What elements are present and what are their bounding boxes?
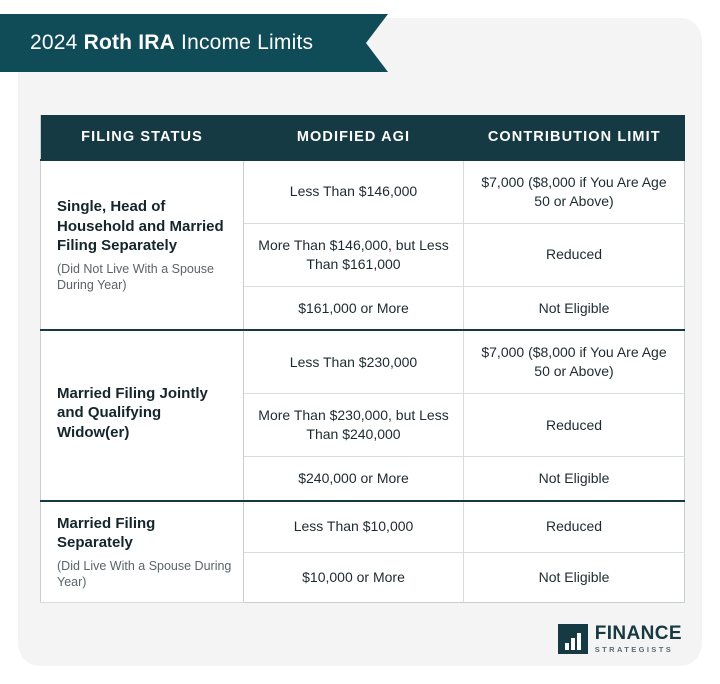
table-header-row (41, 115, 685, 160)
page-title (0, 31, 313, 55)
agi-cell: Less Than $146,000 (244, 160, 464, 223)
limit-cell: Not Eligible (464, 286, 685, 330)
table-body (41, 160, 685, 603)
limit-cell: Reduced (464, 501, 685, 552)
title-rest: Income Limits (181, 31, 314, 54)
bar-chart-icon (558, 624, 588, 654)
table-row (41, 160, 685, 223)
filing-status-title: Married Filing Jointly and Qualifying Widow(er) (57, 384, 208, 441)
filing-status-note: (Did Live With a Spouse During Year) (57, 558, 232, 590)
filing-status-cell (41, 330, 244, 500)
agi-cell: Less Than $230,000 (244, 330, 464, 393)
banner-arrow-shape (366, 14, 388, 72)
column-header-filing-status: FILING STATUS (41, 115, 244, 160)
agi-cell: More Than $146,000, but Less Than $161,000 (244, 223, 464, 286)
brand-tagline: STRATEGISTS (594, 645, 674, 654)
filing-status-note: (Did Not Live With a Spouse During Year) (57, 261, 215, 292)
limit-cell: $7,000 ($8,000 if You Are Age 50 or Above) (464, 330, 685, 393)
table-header (41, 115, 685, 160)
limit-cell: $7,000 ($8,000 if You Are Age 50 or Above) (464, 160, 685, 223)
brand-logo (558, 624, 682, 654)
column-header-modified-agi: MODIFIED AGI (244, 115, 464, 160)
income-limits-table-wrapper (40, 115, 684, 603)
limit-cell: Reduced (464, 223, 685, 286)
agi-cell: Less Than $10,000 (244, 501, 464, 552)
column-header-contribution-limit: CONTRIBUTION LIMIT (464, 115, 685, 160)
agi-cell: $10,000 or More (244, 552, 464, 603)
income-limits-table (40, 115, 685, 603)
limit-cell: Reduced (464, 394, 685, 457)
title-year: 2024 (30, 31, 78, 54)
limit-cell: Not Eligible (464, 552, 685, 603)
title-banner (0, 14, 366, 72)
table-row (41, 501, 685, 552)
title-bold: Roth IRA (83, 31, 175, 54)
brand-name: FINANCE (594, 623, 682, 644)
agi-cell: $161,000 or More (244, 286, 464, 330)
table-row (41, 330, 685, 393)
limit-cell: Not Eligible (464, 457, 685, 501)
filing-status-title: Married Filing Separately (57, 514, 156, 552)
agi-cell: $240,000 or More (244, 457, 464, 501)
filing-status-cell (41, 501, 244, 603)
filing-status-title: Single, Head of Household and Married Filing Separately (57, 198, 224, 255)
brand-text (595, 624, 682, 654)
agi-cell: More Than $230,000, but Less Than $240,000 (244, 394, 464, 457)
filing-status-cell (41, 160, 244, 330)
